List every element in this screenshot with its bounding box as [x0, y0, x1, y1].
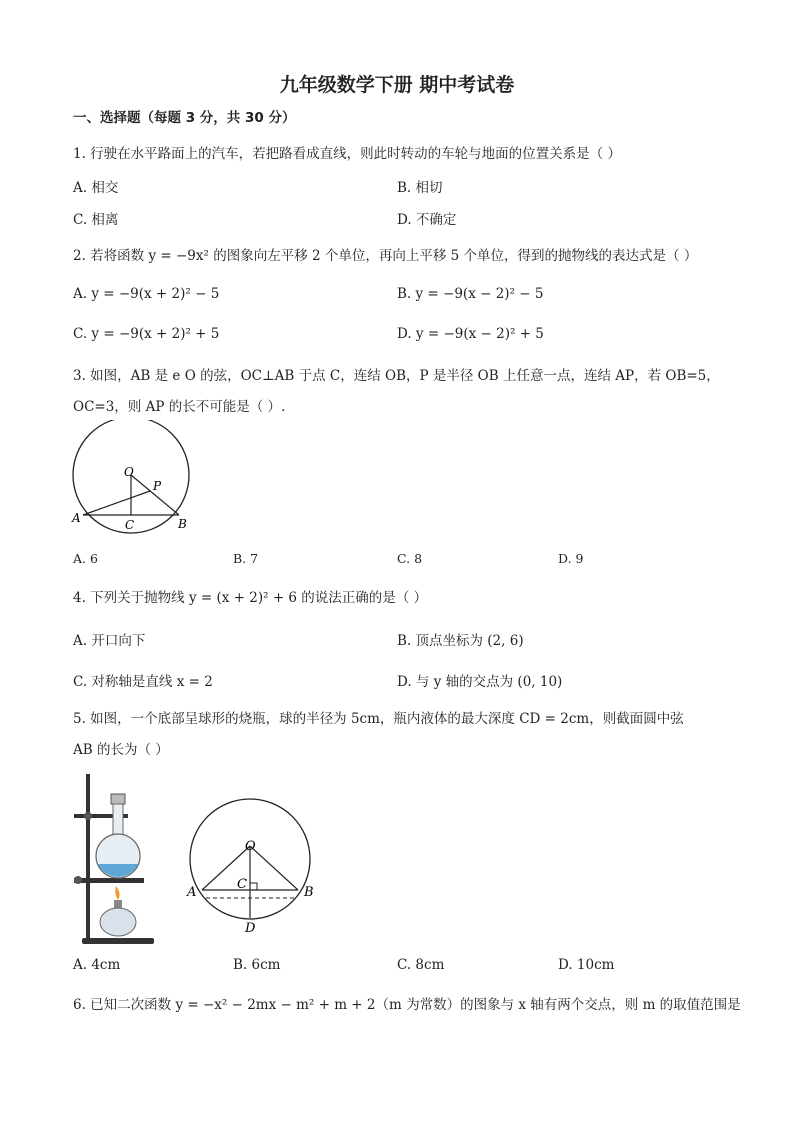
question-6-stem: 6. 已知二次函数 y = −x² − 2mx − m² + m + 2（m 为常数）的图象与 x 轴有两个交点，则 m 的取值范围是: [73, 997, 741, 1013]
label-o: O: [124, 465, 134, 479]
question-5-option-c: C. 8cm: [397, 957, 445, 973]
question-1-option-c: C. 相离: [73, 212, 119, 228]
question-3-option-b: B. 7: [233, 551, 259, 566]
question-5-option-a: A. 4cm: [73, 957, 121, 973]
question-5-stem-line1: 5. 如图，一个底部呈球形的烧瓶，球的半径为 5cm，瓶内液体的最大深度 CD = 2cm，则截面圆中弦: [73, 711, 684, 727]
stand-rod: [86, 774, 90, 940]
question-4-option-d: D. 与 y 轴的交点为 (0, 10): [397, 674, 563, 690]
page-title: 九年级数学下册 期中考试卷: [279, 74, 515, 96]
ring-support: [74, 878, 144, 883]
question-3-option-d: D. 9: [558, 551, 584, 566]
question-1-option-a: A. 相交: [73, 180, 119, 196]
flask-liquid: [98, 864, 138, 877]
right-angle-mark: [250, 883, 257, 890]
ring-knob: [74, 876, 82, 884]
flask-stopper: [111, 794, 125, 804]
question-2-option-c: C. y = −9(x + 2)² + 5: [73, 326, 220, 342]
label-a: A: [187, 885, 197, 900]
question-3-figure: [66, 420, 196, 535]
label-c: C: [237, 877, 247, 892]
question-3-option-c: C. 8: [397, 551, 423, 566]
section-heading: 一、选择题（每题 3 分，共 30 分）: [73, 110, 296, 126]
question-2-option-a: A. y = −9(x + 2)² − 5: [73, 286, 220, 302]
question-3-stem-line1: 3. 如图，AB 是 e O 的弦，OC⊥AB 于点 C，连结 OB，P 是半径 OB 上任意一点，连结 AP，若 OB=5，: [73, 368, 720, 384]
question-4-option-a: A. 开口向下: [73, 633, 146, 649]
question-5-figure: [180, 790, 325, 938]
question-1-stem: 1. 行驶在水平路面上的汽车，若把路看成直线，则此时转动的车轮与地面的位置关系是（ ）: [73, 146, 621, 162]
question-2-option-b: B. y = −9(x − 2)² − 5: [397, 286, 544, 302]
question-4-option-b: B. 顶点坐标为 (2, 6): [397, 633, 524, 649]
question-1-option-d: D. 不确定: [397, 212, 457, 228]
question-3-option-a: A. 6: [73, 551, 98, 566]
flame-icon: [115, 886, 119, 900]
question-5-option-b: B. 6cm: [233, 957, 281, 973]
question-2-option-d: D. y = −9(x − 2)² + 5: [397, 326, 544, 342]
question-1-option-b: B. 相切: [397, 180, 443, 196]
question-2-stem: 2. 若将函数 y = −9x² 的图象向左平移 2 个单位，再向上平移 5 个单位，得到的抛物线的表达式是（ ）: [73, 248, 698, 264]
stand-base: [82, 938, 154, 944]
label-d: D: [245, 921, 256, 936]
segment-ap: [83, 491, 150, 515]
label-b: B: [304, 885, 314, 900]
question-4-option-c: C. 对称轴是直线 x = 2: [73, 674, 213, 690]
question-5-stem-line2: AB 的长为（ ）: [73, 742, 169, 758]
label-a: A: [72, 511, 81, 525]
burner-body: [100, 908, 136, 936]
question-5-option-d: D. 10cm: [558, 957, 615, 973]
label-b: B: [178, 517, 187, 531]
clamp-knob: [84, 812, 92, 820]
question-3-stem-line2: OC=3，则 AP 的长不可能是（ ）.: [73, 399, 286, 415]
label-c: C: [125, 518, 135, 532]
label-o: O: [245, 839, 256, 854]
label-p: P: [153, 479, 162, 493]
flask-apparatus-illustration: [70, 766, 160, 944]
question-4-stem: 4. 下列关于抛物线 y = (x + 2)² + 6 的说法正确的是（ ）: [73, 590, 428, 606]
